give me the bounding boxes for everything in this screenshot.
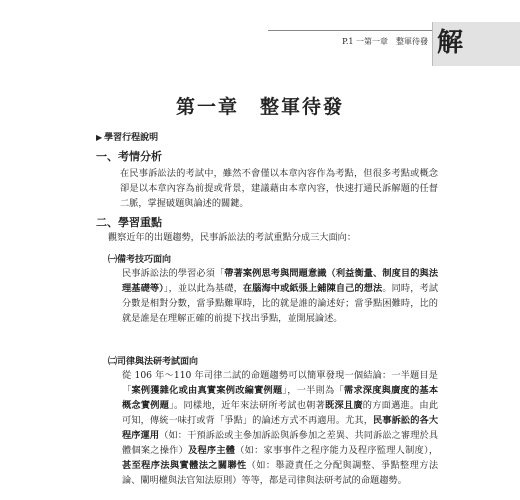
exam-analysis-paragraph: 在民事訴訟法的考試中，雖然不會僅以本章內容作為考點，但很多考點或概念卻是以本章內容為前提或背景，建議藉由本章內容，快速打通民訴解題的任督二脈，掌握破題與論述的關鍵。 (120, 168, 438, 209)
triangle-bullet-icon: ▶ (96, 132, 103, 142)
running-title: P.1 一第一章 整軍待發 (342, 37, 428, 46)
keypoints-intro: 觀察近年的出題趨勢，民事訴訟法的考試重點分成三大面向： (108, 232, 357, 243)
subsection-label-1: ㈠備考技巧面向 (108, 255, 172, 265)
side-tab (432, 22, 520, 66)
text-run-bold: 民事訴訟的各大程序運用 (122, 415, 439, 441)
text-run-bold: 案例獲雜化或由真實案例改編實例題 (131, 385, 283, 396)
text-run: 民事訴訟法的學習必須「 (122, 268, 225, 279)
text-run-bold: 及程序主體 (188, 445, 236, 456)
text-run: 從 106 年～110 年司律二試的命題趨勢可以簡單發現一個結論：一半題目是「 (122, 370, 438, 396)
text-run-bold: 在腦海中或紙張上鋪陳自己的想法 (242, 283, 383, 294)
side-tab-char: 解 (437, 28, 464, 58)
text-run: （如：家事事件之程序能力及程序監理人制度）， (235, 445, 439, 456)
text-run: 」，並以此為基礎， (163, 283, 243, 294)
text-run: （如：干預訴訟或主參加訴訟與訴參加之差異、共同訴訟之審理於具體個案之操作） (122, 430, 439, 456)
text-run: 」，一半則為「 (282, 385, 344, 396)
subsection-label-2: ㈡司律與法研考試面向 (108, 357, 199, 367)
section-heading-keypoints: 二、學習重點 (96, 216, 162, 229)
section-heading-exam: 一、考情分析 (96, 150, 162, 163)
running-header (268, 22, 520, 66)
text-run-bold: 甚至程序法與實體法之關聯性 (122, 460, 247, 471)
text-run: （如：舉證責任之分配與調整、爭點整理方法論、闡明權與法官知法原則）等等，都是司律與法研考試的命題趨勢。 (122, 460, 439, 486)
subsection-2-paragraph (122, 368, 438, 488)
text-run: 」。同樣地，近年來法研所考試也朝著 (169, 400, 326, 411)
text-run-bold: 既深且廣 (325, 400, 363, 411)
text-run: 。同時，考試分數是相對分數，當爭點難單時，比的就是誰的論述好；當爭點困難時，比的就是誰是在理解正確的前提下找出爭點，並開展論述。 (122, 283, 439, 324)
roadmap-text: 學習行程說明 (104, 133, 159, 143)
text-run-bold: 需求深度與廣度的基本概念實例題 (122, 385, 439, 411)
text-run: 的方面邁進。由此可知，傳統一味打或背「爭點」的論述方式不再適用。尤其， (122, 400, 439, 426)
roadmap-label (96, 130, 158, 143)
subsection-1-paragraph (122, 266, 438, 326)
chapter-title: 第一章 整軍待發 (175, 96, 344, 118)
text-run-bold: 帶著案例思考與問題意識（利益衡量、制度目的與法理基礎等） (122, 268, 439, 294)
